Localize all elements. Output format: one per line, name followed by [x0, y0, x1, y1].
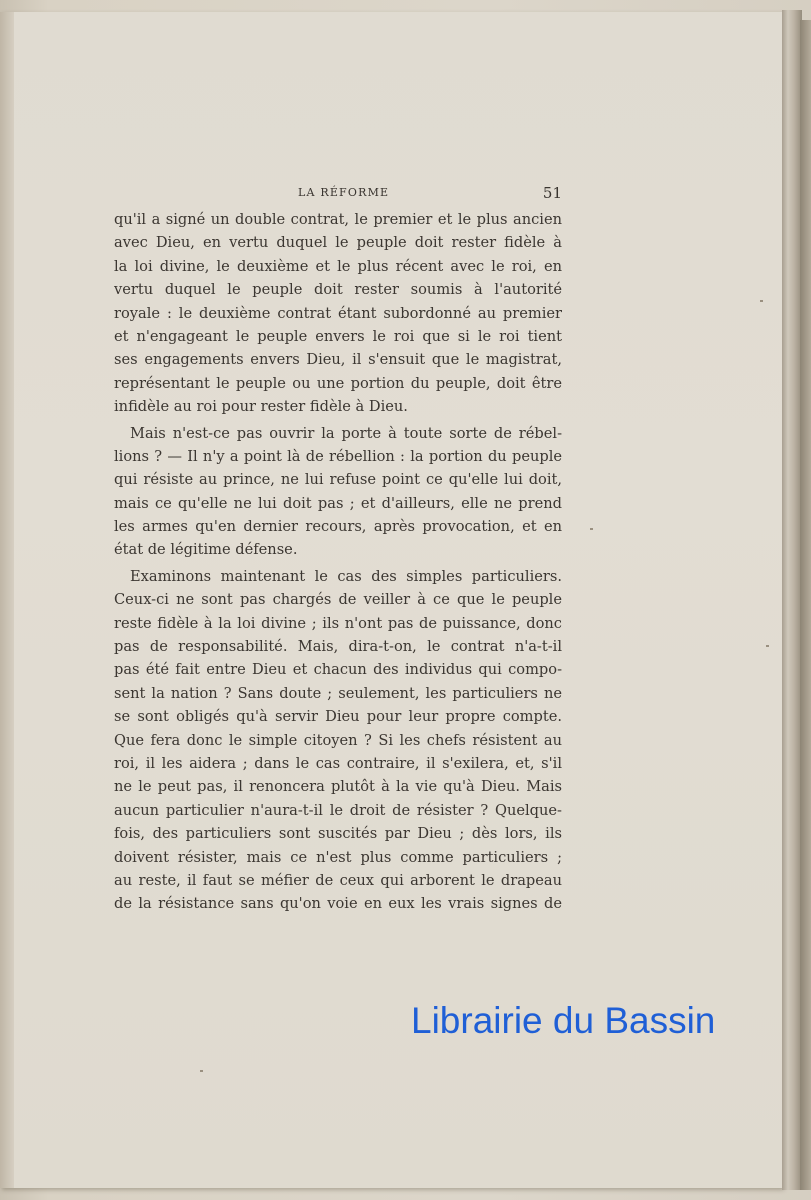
text-line: Examinons maintenant le cas des simples particuliers. [130, 567, 562, 585]
page-stack-edge [782, 10, 802, 1190]
text-line: infidèle au roi pour rester fidèle à Dieu. [114, 398, 408, 416]
paper-speck [760, 300, 763, 302]
paper-speck [766, 645, 769, 647]
text-line: vertu duquel le peuple doit rester soumis à l'autorité [114, 281, 562, 299]
text-line: qu'il a signé un double contrat, le premier et le plus ancien [114, 211, 562, 228]
text-line: au reste, il faut se méfier de ceux qui arborent le drapeau [114, 871, 562, 889]
page-gutter-shadow [0, 12, 14, 1188]
paragraph [114, 208, 562, 419]
paragraph [114, 422, 562, 562]
paper-speck [590, 528, 593, 530]
text-line: Que fera donc le simple citoyen ? Si les chefs résistent au [114, 731, 562, 749]
text-line: reste fidèle à la loi divine ; ils n'ont pas de puissance, donc [114, 614, 562, 632]
text-line: aucun particulier n'aura-t-il le droit de résister ? Quelque- [114, 801, 562, 819]
running-head [114, 184, 562, 204]
text-line: avec Dieu, en vertu duquel le peuple doit rester fidèle à [114, 234, 562, 252]
text-line: de la résistance sans qu'on voie en eux les vrais signes de [114, 895, 562, 913]
text-line: qui résiste au prince, ne lui refuse point ce qu'elle lui doit, [114, 471, 562, 489]
text-line: état de légitime défense. [114, 541, 298, 559]
text-line: doivent résister, mais ce n'est plus comme particuliers ; [114, 848, 562, 866]
text-line: ses engagements envers Dieu, il s'ensuit que le magistrat, [114, 351, 562, 369]
watermark-text: Librairie du Bassin [411, 1000, 716, 1041]
body-text [114, 208, 562, 916]
text-line: pas de responsabilité. Mais, dira-t-on, le contrat n'a-t-il [114, 638, 562, 656]
text-line: fois, des particuliers sont suscités par Dieu ; dès lors, ils [114, 825, 562, 843]
text-line: lions ? — Il n'y a point là de rébellion : la portion du peuple [114, 447, 562, 465]
text-line: Ceux-ci ne sont pas chargés de veiller à ce que le peuple [114, 591, 562, 609]
text-line: pas été fait entre Dieu et chacun des individus qui compo- [114, 661, 562, 679]
running-head-title: LA RÉFORME [298, 186, 390, 199]
text-line: ne le peut pas, il renoncera plutôt à la vie qu'à Dieu. Mais [114, 778, 562, 796]
text-line: royale : le deuxième contrat étant subordonné au premier [114, 304, 562, 322]
text-line: représentant le peuple ou une portion du peuple, doit être [114, 374, 562, 392]
paragraph [114, 565, 562, 916]
text-line: se sont obligés qu'à servir Dieu pour leur propre compte. [114, 708, 562, 726]
text-line: sent la nation ? Sans doute ; seulement, les particuliers ne [114, 684, 562, 702]
text-line: roi, il les aidera ; dans le cas contraire, il s'exilera, et, s'il [114, 754, 562, 772]
text-line: et n'engageant le peuple envers le roi que si le roi tient [114, 327, 562, 345]
text-line: la loi divine, le deuxième et le plus récent avec le roi, en [114, 257, 562, 275]
text-line: les armes qu'en dernier recours, après provocation, et en [114, 518, 562, 536]
text-line: mais ce qu'elle ne lui doit pas ; et d'ailleurs, elle ne prend [114, 494, 562, 512]
paper-speck [200, 1070, 203, 1072]
text-line: Mais n'est-ce pas ouvrir la porte à toute sorte de rébel- [130, 424, 562, 442]
page-number: 51 [542, 184, 562, 202]
page-stack-edge-outer [800, 20, 811, 1190]
